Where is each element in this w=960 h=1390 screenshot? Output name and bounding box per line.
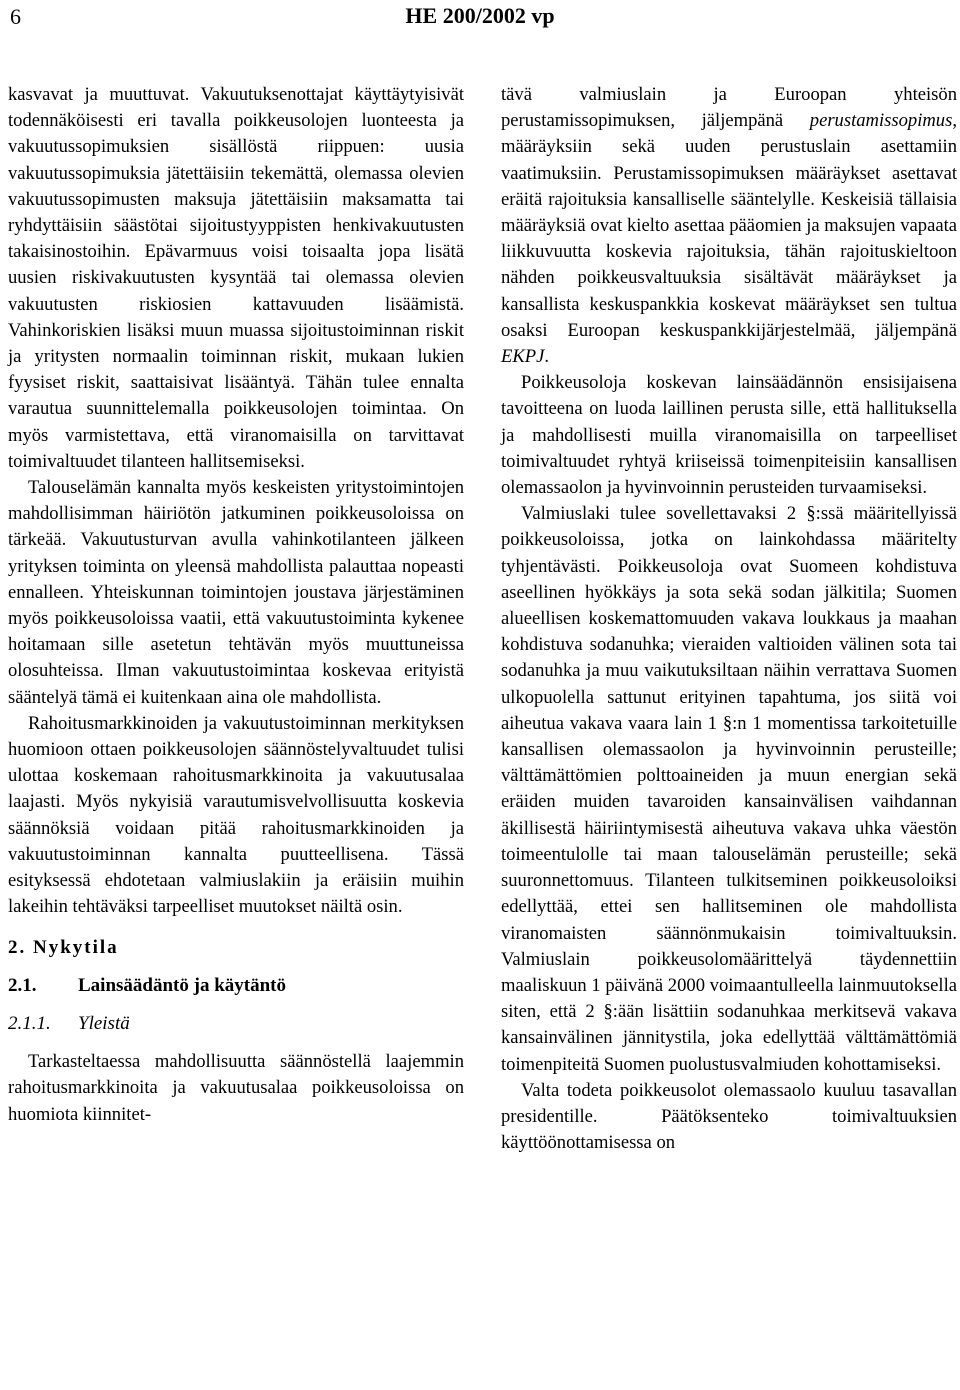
- paragraph: Valmiuslaki tulee sovellettavaksi 2 §:ssä määritellyissä poikkeusoloissa, jotka on lainkohdassa määritelty tyhjentävästi. Poikkeusoloja ovat Suomeen kohdistuva aseellinen hyökkäys ja sota sekä sodan jälkitila; Suomen alueellisen koskemattomuuden vakava loukkaus ja maahan kohdistuva sodanuhka; vieraiden valtioiden välinen sota tai sodanuhka ja muu vaikutuksiltaan näihin verrattava Suomen ulkopuolella sattunut erityinen tapahtuma, jos siitä voi aiheutua vakava vaara lain 1 §:n 1 momentissa tarkoitetuille kansallisen olemassaolon ja hyvinvoinnin perusteille; välttämättömien polttoaineiden ja muun energian sekä eräiden muiden tavaroiden kansainvälisen vaihdannan äkillisestä häiriintymisestä aiheutuva vakava uhka väestön toimeentulolle tai maan talouselämän perusteille; sekä suuronnettomuus. Tilanteen tulkitseminen poikkeusoloiksi edellyttää, ettei sen hallitseminen ole mahdollista viranomaisten säännönmukaisin toimivaltuuksin. Valmiuslain poikkeusolomäärittelyä täydennettiin maaliskuun 1 päivänä 2000 voimaantulleella lainmuutoksella siten, että 2 §:ään lisättiin sodanuhkaa merkitsevä vakava kansainvälinen jännitystila, joka edellyttää välttämättömiä toimenpiteitä Suomen puolustusvalmiuden kohottamiseksi.: [501, 503, 957, 1075]
- subsection-title: Lainsäädäntö ja käytäntö: [78, 974, 286, 996]
- text-run: tävä valmiuslain ja Euroopan yhteisön perustamissopimuksen, jäljempänä: [501, 84, 957, 132]
- page-number: 6: [10, 4, 21, 29]
- paragraph: Poikkeusoloja koskevan lainsäädännön ensisijaisena tavoitteena on luoda laillinen perusta sille, että hallituksella ja mahdollisesti muilla viranomaisilla on tarpeelliset toimivaltuudet ryhtyä kriiseissä toimenpiteisiin kansallisen olemassaolon ja hyvinvoinnin perusteiden turvaamiseksi.: [501, 372, 957, 499]
- subsubsection-title: Yleistä: [78, 1012, 130, 1034]
- text-run: .: [544, 346, 550, 368]
- subsection-number: 2.1.: [8, 974, 37, 996]
- paragraph: Tarkasteltaessa mahdollisuutta säännöstellä laajemmin rahoitusmarkkinoita ja vakuutusalaa poikkeusoloissa on huomiota kiinnitet-: [8, 1051, 464, 1125]
- subsubsection-heading: [8, 1011, 464, 1037]
- page-header: [0, 0, 960, 40]
- section-heading: 2. Nykytila: [8, 936, 119, 958]
- text-run: , määräyksiin sekä uuden perustuslain asettamiin vaatimuksiin. Perustamissopimuksen määräykset asettavat eräitä rajoituksia kansalliselle sääntelylle. Keskeisiä tällaisia määräyksiä ovat kielto asettaa pääomien ja maksujen vapaata liikkuvuutta koskevia rajoituksia, tähän rajoituskieltoon nähden poikkeusvaltuuksia sisältävät määräykset ja kansallista keskuspankkia koskevat määräykset sen tultua osaksi Euroopan keskuspankkijärjestelmää, jäljempänä: [501, 110, 957, 341]
- paragraph: [501, 82, 957, 370]
- italic-term: perustamissopimus: [809, 110, 953, 132]
- paragraph: kasvavat ja muuttuvat. Vakuutuksenottajat käyttäytyisivät todennäköisesti eri tavalla poikkeusolojen luonteesta ja vakuutussopimuksien sisällöstä riippuen: uusia vakuutussopimuksia jätettäisiin tekemättä, olemassa olevien vakuutussopimusten maksuja jätettäisiin maksamatta tai ryhdyttäisiin säästötai sijoitustyyppisten henkivakuutusten takaisinostoihin. Epävarmuus voisi toisaalta jopa lisätä uusien riskivakuutusten kysyntää tai olemassa olevien vakuutusten riskiosien kattavuuden lisäämistä. Vahinkoriskien lisäksi muun muassa sijoitustoiminnan riskit ja yritysten normaalin toiminnan riskit, mukaan lukien fyysiset riskit, saattaisivat lisääntyä. Tähän tulee ennalta varautua suunnittelemalla poikkeusolojen toimintaa. On myös varmistettava, että viranomaisilla on tarvittavat toimivaltuudet tilanteen hallitsemiseksi.: [8, 84, 464, 472]
- paragraph: Valta todeta poikkeusolot olemassaolo kuuluu tasavallan presidentille. Päätöksenteko toimivaltuuksien käyttöönottamisessa on: [501, 1079, 957, 1154]
- left-column: [8, 82, 464, 1128]
- document-id: HE 200/2002 vp: [405, 3, 555, 28]
- subsubsection-number: 2.1.1.: [8, 1012, 51, 1034]
- paragraph: Rahoitusmarkkinoiden ja vakuutustoiminnan merkityksen huomioon ottaen poikkeusolojen säännöstelyvaltuudet tulisi ulottaa koskemaan rahoitusmarkkinoita ja vakuutusalaa laajasti. Myös nykyisiä varautumisvelvollisuutta koskevia säännöksiä voidaan pitää rahoitusmarkkinoiden ja vakuutustoiminnan kannalta puutteellisena. Tässä esityksessä ehdotetaan valmiuslakiin ja eräisiin muihin lakeihin tehtäväksi tarpeelliset muutokset näiltä osin.: [8, 712, 464, 918]
- paragraph: Talouselämän kannalta myös keskeisten yritystoimintojen mahdollisimman häiriötön jatkuminen poikkeusoloissa on tärkeää. Vakuutusturvan avulla vahinkotilanteen jälkeen yrityksen toiminta on yleensä mahdollista palauttaa nopeasti ennalleen. Yhteiskunnan toimintojen joustava järjestäminen myös poikkeusoloissa vaatii, että vakuutustoiminta kykenee hoitamaan sille asetetun tehtävän myös muuttuneissa olosuhteissa. Ilman vakuutustoimintaa koskevaa erityistä sääntelyä tämä ei kuitenkaan aina ole mahdollista.: [8, 477, 464, 708]
- right-column: [501, 82, 957, 1156]
- italic-term: EKPJ: [501, 346, 545, 368]
- subsection-heading: [8, 973, 464, 999]
